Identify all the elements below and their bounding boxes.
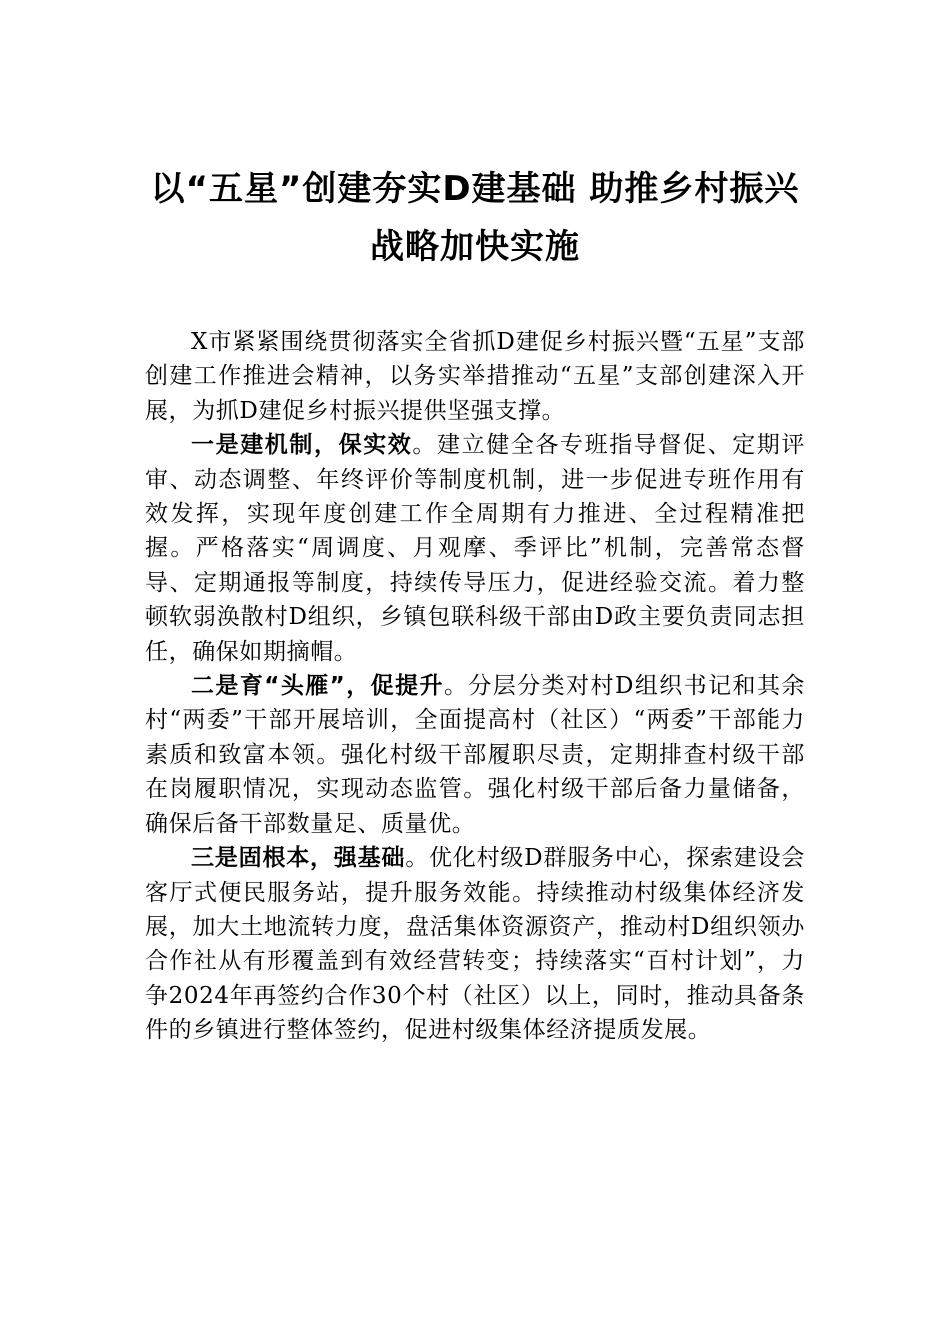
paragraph-mechanism [145, 428, 805, 669]
paragraph-foundation [145, 841, 805, 1047]
document-body [145, 325, 805, 1048]
paragraph-text: 。建立健全各专班指导督促、定期评审、动态调整、年终评价等制度机制，进一步促进专班作用有效发挥，实现年度创建工作全周期有力推进、全过程精准把握。严格落实“周调度、月观摩、季评比”机制，完善常态督导、定期通报等制度，持续传导压力，促进经验交流。着力整顿软弱涣散村D组织，乡镇包联科级干部由D政主要负责同志担任，确保如期摘帽。 [145, 432, 805, 665]
paragraph-lead: 三是固根本，强基础 [191, 845, 406, 872]
paragraph-text: 。分层分类对村D组织书记和其余村“两委”干部开展培训，全面提高村（社区）“两委”干部能力素质和致富本领。强化村级干部履职尽责，定期排查村级干部在岗履职情况，实现动态监管。强化村级干部后备力量储备，确保后备干部数量足、质量优。 [145, 673, 805, 837]
paragraph-text: X市紧紧围绕贯彻落实全省抓D建促乡村振兴暨“五星”支部创建工作推进会精神，以务实举措推动“五星”支部创建深入开展，为抓D建促乡村振兴提供坚强支撑。 [145, 329, 805, 424]
paragraph-intro [145, 325, 805, 428]
paragraph-lead: 二是育“头雁”，促提升 [191, 673, 444, 700]
document-title: 以“五星”创建夯实D建基础 助推乡村振兴战略加快实施 [150, 169, 800, 267]
paragraph-text: 。优化村级D群服务中心，探索建设会客厅式便民服务站，提升服务效能。持续推动村级集体经济发展，加大土地流转力度，盘活集体资源资产，推动村D组织领办合作社从有形覆盖到有效经营转变；持续落实“百村计划”，力争2024年再签约合作30个村（社区）以上，同时，推动具备条件的乡镇进行整体签约，促进村级集体经济提质发展。 [145, 845, 805, 1044]
paragraph-leaders [145, 669, 805, 841]
paragraph-lead: 一是建机制，保实效 [191, 432, 413, 459]
